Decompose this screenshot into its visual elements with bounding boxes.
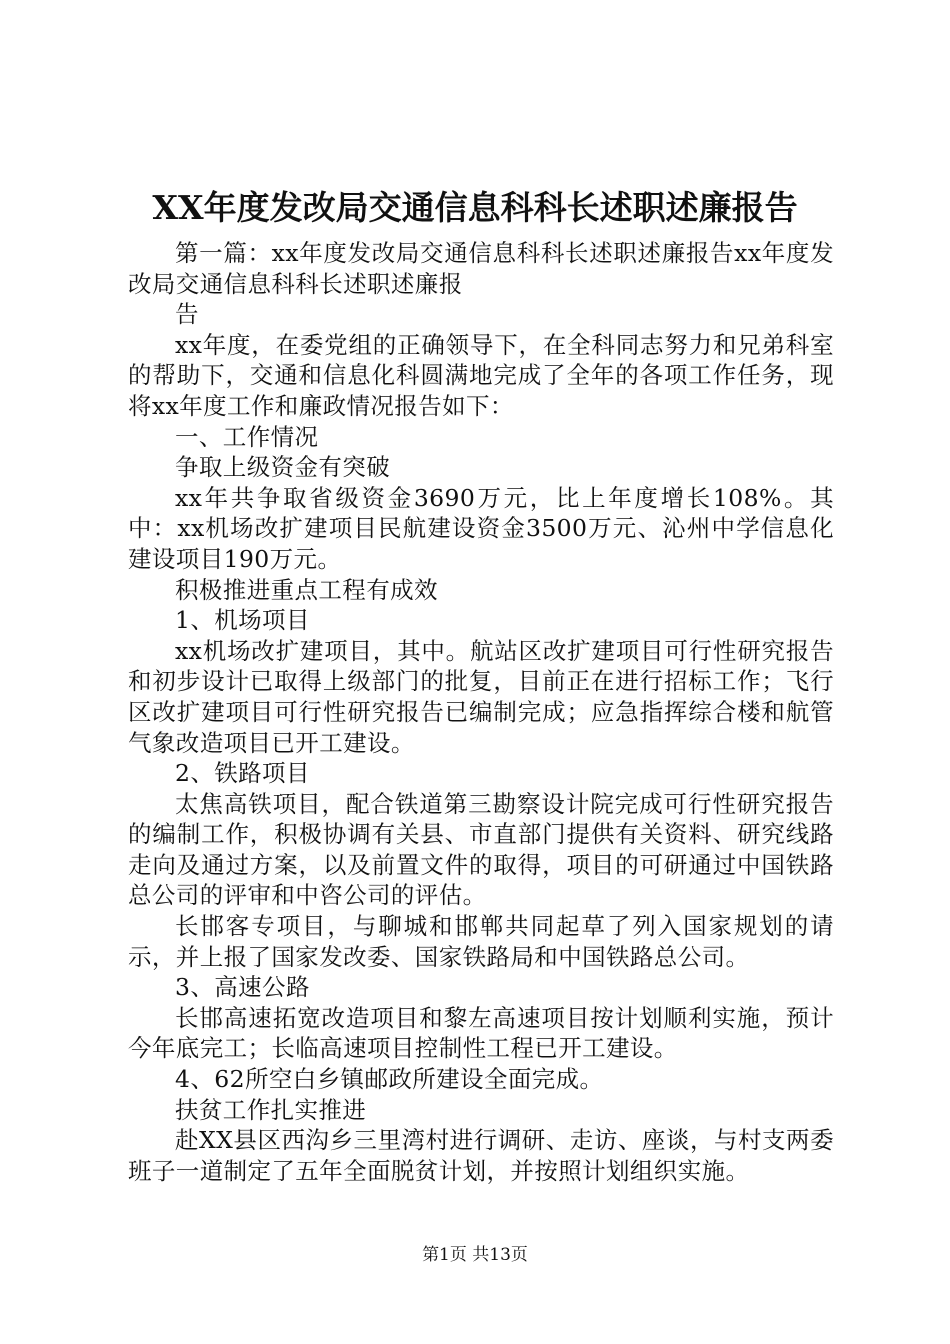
page-number-footer: 第1页 共13页 — [422, 1245, 528, 1265]
paragraph: xx年度，在委党组的正确领导下，在全科同志努力和兄弟科室的帮助下，交通和信息化科圆满地完成了全年的各项工作任务，现将xx年度工作和廉政情况报告如下： — [128, 330, 834, 420]
paragraph: xx年共争取省级资金3690万元，比上年度增长108%。其中：xx机场改扩建项目民航建设资金3500万元、沁州中学信息化建设项目190万元。 — [128, 483, 834, 573]
paragraph: 4、62所空白乡镇邮政所建设全面完成。 — [175, 1065, 604, 1094]
paragraph: 长邯高速拓宽改造项目和黎左高速项目按计划顺利实施，预计今年底完工；长临高速项目控制性工程已开工建设。 — [128, 1003, 834, 1063]
paragraph: 第一篇：xx年度发改局交通信息科科长述职述廉报告xx年度发改局交通信息科科长述职述廉报 — [128, 239, 834, 298]
paragraph: 赴XX县区西沟乡三里湾村进行调研、走访、座谈，与村支两委班子一道制定了五年全面脱贫计划，并按照计划组织实施。 — [128, 1126, 834, 1185]
paragraph: 长邯客专项目，与聊城和邯郸共同起草了列入国家规划的请示，并上报了国家发改委、国家铁路局和中国铁路总公司。 — [128, 912, 834, 971]
section-heading: 一、工作情况 — [175, 422, 319, 451]
subsection-heading: 争取上级资金有突破 — [175, 453, 391, 482]
document-title: XX年度发改局交通信息科科长述职述廉报告 — [152, 188, 798, 227]
item-heading: 1、机场项目 — [175, 606, 310, 635]
subsection-heading: 扶贫工作扎实推进 — [175, 1095, 367, 1124]
subsection-heading: 积极推进重点工程有成效 — [175, 575, 438, 604]
item-heading: 3、高速公路 — [175, 973, 310, 1002]
paragraph: 告 — [175, 300, 199, 329]
paragraph: 太焦高铁项目，配合铁道第三勘察设计院完成可行性研究报告的编制工作，积极协调有关县、市直部门提供有关资料、研究线路走向及通过方案，以及前置文件的取得，项目的可研通过中国铁路总公司的评审和中咨公司的评估。 — [128, 789, 834, 910]
item-heading: 2、铁路项目 — [175, 759, 310, 788]
paragraph: xx机场改扩建项目，其中。航站区改扩建项目可行性研究报告和初步设计已取得上级部门的批复，目前正在进行招标工作；飞行区改扩建项目可行性研究报告已编制完成；应急指挥综合楼和航管气象改造项目已开工建设。 — [128, 636, 834, 757]
document-body — [128, 238, 834, 1186]
